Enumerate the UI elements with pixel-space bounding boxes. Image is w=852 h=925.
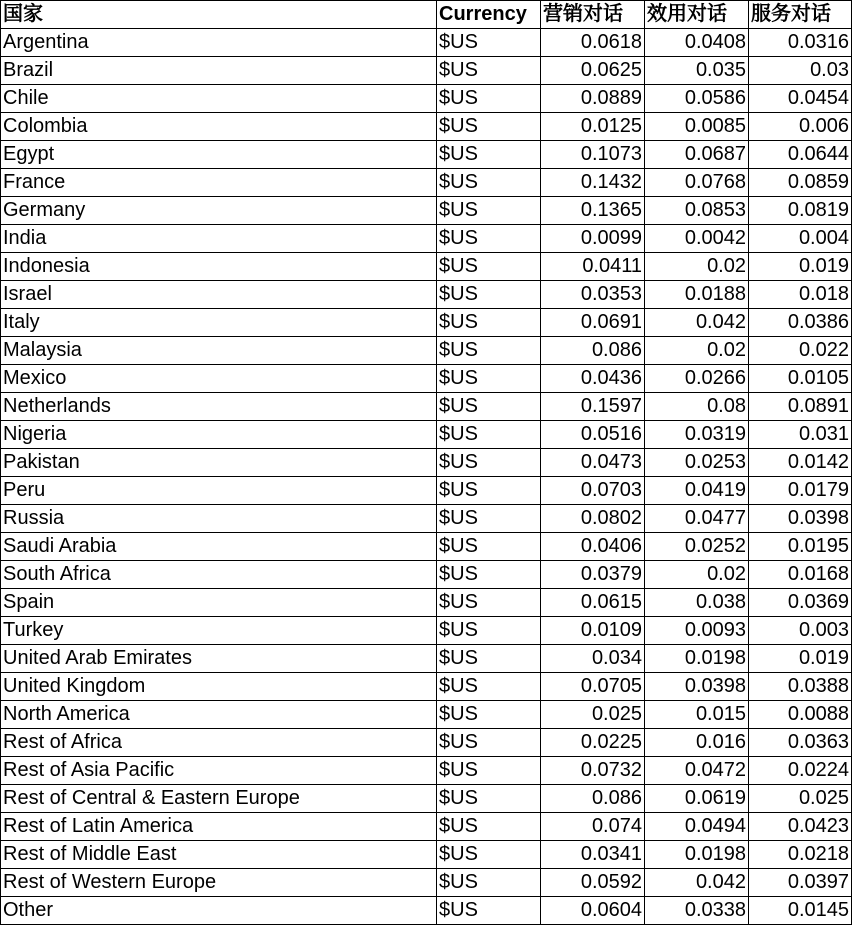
cell-currency[interactable]: $US	[437, 645, 541, 673]
cell-service-rate[interactable]: 0.031	[749, 421, 852, 449]
table-row	[1, 785, 852, 813]
cell-service-rate[interactable]: 0.0454	[749, 85, 852, 113]
cell-currency[interactable]: $US	[437, 365, 541, 393]
cell-country[interactable]: Other	[1, 897, 437, 925]
cell-marketing-rate[interactable]: 0.0705	[541, 673, 645, 701]
cell-utility-rate[interactable]: 0.0338	[645, 897, 749, 925]
cell-service-rate[interactable]: 0.025	[749, 785, 852, 813]
cell-utility-rate[interactable]: 0.0619	[645, 785, 749, 813]
cell-service-rate[interactable]: 0.0398	[749, 505, 852, 533]
cell-utility-rate[interactable]: 0.0042	[645, 225, 749, 253]
cell-utility-rate[interactable]: 0.02	[645, 337, 749, 365]
cell-utility-rate[interactable]: 0.0853	[645, 197, 749, 225]
cell-marketing-rate[interactable]: 0.0473	[541, 449, 645, 477]
table-row	[1, 225, 852, 253]
cell-country[interactable]: Rest of Middle East	[1, 841, 437, 869]
cell-utility-rate[interactable]: 0.0408	[645, 29, 749, 57]
cell-marketing-rate[interactable]: 0.1597	[541, 393, 645, 421]
cell-currency[interactable]: $US	[437, 141, 541, 169]
cell-currency[interactable]: $US	[437, 589, 541, 617]
table-row	[1, 57, 852, 85]
cell-utility-rate[interactable]: 0.0252	[645, 533, 749, 561]
cell-country[interactable]: United Kingdom	[1, 673, 437, 701]
cell-country[interactable]: Russia	[1, 505, 437, 533]
cell-service-rate[interactable]: 0.0859	[749, 169, 852, 197]
cell-service-rate[interactable]: 0.0363	[749, 729, 852, 757]
cell-country[interactable]: Spain	[1, 589, 437, 617]
cell-utility-rate[interactable]: 0.0319	[645, 421, 749, 449]
cell-currency[interactable]: $US	[437, 57, 541, 85]
table-row	[1, 869, 852, 897]
cell-marketing-rate[interactable]: 0.0615	[541, 589, 645, 617]
table-row	[1, 281, 852, 309]
cell-country[interactable]: Netherlands	[1, 393, 437, 421]
table-row	[1, 533, 852, 561]
cell-country[interactable]: Colombia	[1, 113, 437, 141]
cell-currency[interactable]: $US	[437, 337, 541, 365]
cell-currency[interactable]: $US	[437, 757, 541, 785]
table-row	[1, 309, 852, 337]
cell-country[interactable]: Malaysia	[1, 337, 437, 365]
table-row	[1, 561, 852, 589]
cell-currency[interactable]: $US	[437, 841, 541, 869]
cell-marketing-rate[interactable]: 0.0341	[541, 841, 645, 869]
cell-service-rate[interactable]: 0.0224	[749, 757, 852, 785]
cell-currency[interactable]: $US	[437, 225, 541, 253]
cell-marketing-rate[interactable]: 0.0516	[541, 421, 645, 449]
cell-utility-rate[interactable]: 0.0198	[645, 841, 749, 869]
cell-utility-rate[interactable]: 0.0472	[645, 757, 749, 785]
cell-marketing-rate[interactable]: 0.025	[541, 701, 645, 729]
cell-marketing-rate[interactable]: 0.1432	[541, 169, 645, 197]
cell-currency[interactable]: $US	[437, 673, 541, 701]
cell-currency[interactable]: $US	[437, 785, 541, 813]
table-row	[1, 673, 852, 701]
cell-currency[interactable]: $US	[437, 729, 541, 757]
cell-service-rate[interactable]: 0.03	[749, 57, 852, 85]
cell-service-rate[interactable]: 0.0891	[749, 393, 852, 421]
cell-marketing-rate[interactable]: 0.0604	[541, 897, 645, 925]
header-country[interactable]: 国家	[1, 1, 437, 29]
cell-service-rate[interactable]: 0.0145	[749, 897, 852, 925]
cell-utility-rate[interactable]: 0.016	[645, 729, 749, 757]
cell-service-rate[interactable]: 0.0142	[749, 449, 852, 477]
cell-country[interactable]: Rest of Africa	[1, 729, 437, 757]
cell-marketing-rate[interactable]: 0.086	[541, 785, 645, 813]
table-row	[1, 505, 852, 533]
cell-currency[interactable]: $US	[437, 813, 541, 841]
cell-service-rate[interactable]: 0.0168	[749, 561, 852, 589]
cell-service-rate[interactable]: 0.019	[749, 645, 852, 673]
header-row	[1, 1, 852, 29]
cell-utility-rate[interactable]: 0.0085	[645, 113, 749, 141]
cell-country[interactable]: North America	[1, 701, 437, 729]
cell-currency[interactable]: $US	[437, 253, 541, 281]
cell-currency[interactable]: $US	[437, 197, 541, 225]
cell-marketing-rate[interactable]: 0.0889	[541, 85, 645, 113]
cell-marketing-rate[interactable]: 0.0379	[541, 561, 645, 589]
cell-country[interactable]: Israel	[1, 281, 437, 309]
cell-utility-rate[interactable]: 0.02	[645, 561, 749, 589]
cell-service-rate[interactable]: 0.0105	[749, 365, 852, 393]
cell-service-rate[interactable]: 0.0423	[749, 813, 852, 841]
cell-currency[interactable]: $US	[437, 169, 541, 197]
cell-country[interactable]: Rest of Western Europe	[1, 869, 437, 897]
cell-utility-rate[interactable]: 0.0586	[645, 85, 749, 113]
table-row	[1, 757, 852, 785]
cell-service-rate[interactable]: 0.019	[749, 253, 852, 281]
cell-service-rate[interactable]: 0.0369	[749, 589, 852, 617]
cell-currency[interactable]: $US	[437, 869, 541, 897]
cell-service-rate[interactable]: 0.0316	[749, 29, 852, 57]
cell-service-rate[interactable]: 0.006	[749, 113, 852, 141]
header-service[interactable]: 服务对话	[749, 1, 852, 29]
table-row	[1, 197, 852, 225]
cell-currency[interactable]: $US	[437, 449, 541, 477]
cell-service-rate[interactable]: 0.0088	[749, 701, 852, 729]
table-row	[1, 253, 852, 281]
cell-currency[interactable]: $US	[437, 617, 541, 645]
cell-currency[interactable]: $US	[437, 701, 541, 729]
cell-service-rate[interactable]: 0.0388	[749, 673, 852, 701]
cell-utility-rate[interactable]: 0.0266	[645, 365, 749, 393]
cell-marketing-rate[interactable]: 0.0732	[541, 757, 645, 785]
cell-service-rate[interactable]: 0.003	[749, 617, 852, 645]
cell-country[interactable]: South Africa	[1, 561, 437, 589]
cell-utility-rate[interactable]: 0.08	[645, 393, 749, 421]
cell-country[interactable]: Pakistan	[1, 449, 437, 477]
cell-marketing-rate[interactable]: 0.0225	[541, 729, 645, 757]
cell-utility-rate[interactable]: 0.02	[645, 253, 749, 281]
table-row	[1, 897, 852, 925]
cell-marketing-rate[interactable]: 0.034	[541, 645, 645, 673]
table-row	[1, 813, 852, 841]
cell-utility-rate[interactable]: 0.042	[645, 309, 749, 337]
cell-service-rate[interactable]: 0.0397	[749, 869, 852, 897]
cell-marketing-rate[interactable]: 0.1073	[541, 141, 645, 169]
table-row	[1, 113, 852, 141]
cell-country[interactable]: Turkey	[1, 617, 437, 645]
header-currency[interactable]: Currency	[437, 1, 541, 29]
cell-currency[interactable]: $US	[437, 533, 541, 561]
cell-utility-rate[interactable]: 0.0398	[645, 673, 749, 701]
table-row	[1, 449, 852, 477]
cell-country[interactable]: Chile	[1, 85, 437, 113]
cell-country[interactable]: Italy	[1, 309, 437, 337]
table-row	[1, 29, 852, 57]
cell-country[interactable]: Germany	[1, 197, 437, 225]
cell-marketing-rate[interactable]: 0.0618	[541, 29, 645, 57]
cell-marketing-rate[interactable]: 0.0703	[541, 477, 645, 505]
cell-utility-rate[interactable]: 0.0188	[645, 281, 749, 309]
cell-country[interactable]: Egypt	[1, 141, 437, 169]
table-row	[1, 169, 852, 197]
cell-marketing-rate[interactable]: 0.1365	[541, 197, 645, 225]
cell-country[interactable]: Saudi Arabia	[1, 533, 437, 561]
cell-currency[interactable]: $US	[437, 29, 541, 57]
cell-utility-rate[interactable]: 0.0198	[645, 645, 749, 673]
cell-country[interactable]: Mexico	[1, 365, 437, 393]
cell-country[interactable]: United Arab Emirates	[1, 645, 437, 673]
cell-utility-rate[interactable]: 0.0768	[645, 169, 749, 197]
table-row	[1, 645, 852, 673]
cell-marketing-rate[interactable]: 0.0625	[541, 57, 645, 85]
cell-service-rate[interactable]: 0.0218	[749, 841, 852, 869]
cell-currency[interactable]: $US	[437, 281, 541, 309]
table-row	[1, 365, 852, 393]
cell-marketing-rate[interactable]: 0.0802	[541, 505, 645, 533]
cell-marketing-rate[interactable]: 0.0125	[541, 113, 645, 141]
cell-marketing-rate[interactable]: 0.0353	[541, 281, 645, 309]
table-row	[1, 841, 852, 869]
cell-country[interactable]: Brazil	[1, 57, 437, 85]
table-row	[1, 701, 852, 729]
cell-country[interactable]: Argentina	[1, 29, 437, 57]
cell-service-rate[interactable]: 0.0179	[749, 477, 852, 505]
cell-utility-rate[interactable]: 0.015	[645, 701, 749, 729]
cell-currency[interactable]: $US	[437, 85, 541, 113]
cell-marketing-rate[interactable]: 0.0099	[541, 225, 645, 253]
cell-currency[interactable]: $US	[437, 113, 541, 141]
cell-service-rate[interactable]: 0.0644	[749, 141, 852, 169]
table-row	[1, 393, 852, 421]
cell-currency[interactable]: $US	[437, 309, 541, 337]
cell-currency[interactable]: $US	[437, 421, 541, 449]
cell-country[interactable]: India	[1, 225, 437, 253]
cell-utility-rate[interactable]: 0.0477	[645, 505, 749, 533]
cell-currency[interactable]: $US	[437, 393, 541, 421]
cell-country[interactable]: France	[1, 169, 437, 197]
table-row	[1, 421, 852, 449]
cell-utility-rate[interactable]: 0.0253	[645, 449, 749, 477]
table-row	[1, 477, 852, 505]
cell-currency[interactable]: $US	[437, 477, 541, 505]
cell-country[interactable]: Rest of Central & Eastern Europe	[1, 785, 437, 813]
cell-service-rate[interactable]: 0.0819	[749, 197, 852, 225]
cell-utility-rate[interactable]: 0.0419	[645, 477, 749, 505]
table-row	[1, 337, 852, 365]
cell-country[interactable]: Rest of Asia Pacific	[1, 757, 437, 785]
cell-country[interactable]: Peru	[1, 477, 437, 505]
cell-country[interactable]: Rest of Latin America	[1, 813, 437, 841]
cell-currency[interactable]: $US	[437, 561, 541, 589]
cell-utility-rate[interactable]: 0.035	[645, 57, 749, 85]
cell-utility-rate[interactable]: 0.0093	[645, 617, 749, 645]
header-utility[interactable]: 效用对话	[645, 1, 749, 29]
cell-service-rate[interactable]: 0.004	[749, 225, 852, 253]
cell-service-rate[interactable]: 0.022	[749, 337, 852, 365]
cell-utility-rate[interactable]: 0.038	[645, 589, 749, 617]
cell-marketing-rate[interactable]: 0.0406	[541, 533, 645, 561]
cell-marketing-rate[interactable]: 0.0436	[541, 365, 645, 393]
cell-country[interactable]: Indonesia	[1, 253, 437, 281]
cell-marketing-rate[interactable]: 0.0411	[541, 253, 645, 281]
cell-service-rate[interactable]: 0.0386	[749, 309, 852, 337]
cell-service-rate[interactable]: 0.0195	[749, 533, 852, 561]
cell-marketing-rate[interactable]: 0.0592	[541, 869, 645, 897]
cell-marketing-rate[interactable]: 0.0691	[541, 309, 645, 337]
cell-marketing-rate[interactable]: 0.074	[541, 813, 645, 841]
cell-currency[interactable]: $US	[437, 505, 541, 533]
table-row	[1, 141, 852, 169]
cell-utility-rate[interactable]: 0.0494	[645, 813, 749, 841]
table-row	[1, 617, 852, 645]
table-row	[1, 729, 852, 757]
cell-marketing-rate[interactable]: 0.0109	[541, 617, 645, 645]
cell-country[interactable]: Nigeria	[1, 421, 437, 449]
table-row	[1, 589, 852, 617]
header-marketing[interactable]: 营销对话	[541, 1, 645, 29]
table-row	[1, 85, 852, 113]
cell-utility-rate[interactable]: 0.042	[645, 869, 749, 897]
cell-utility-rate[interactable]: 0.0687	[645, 141, 749, 169]
cell-service-rate[interactable]: 0.018	[749, 281, 852, 309]
cell-marketing-rate[interactable]: 0.086	[541, 337, 645, 365]
cell-currency[interactable]: $US	[437, 897, 541, 925]
